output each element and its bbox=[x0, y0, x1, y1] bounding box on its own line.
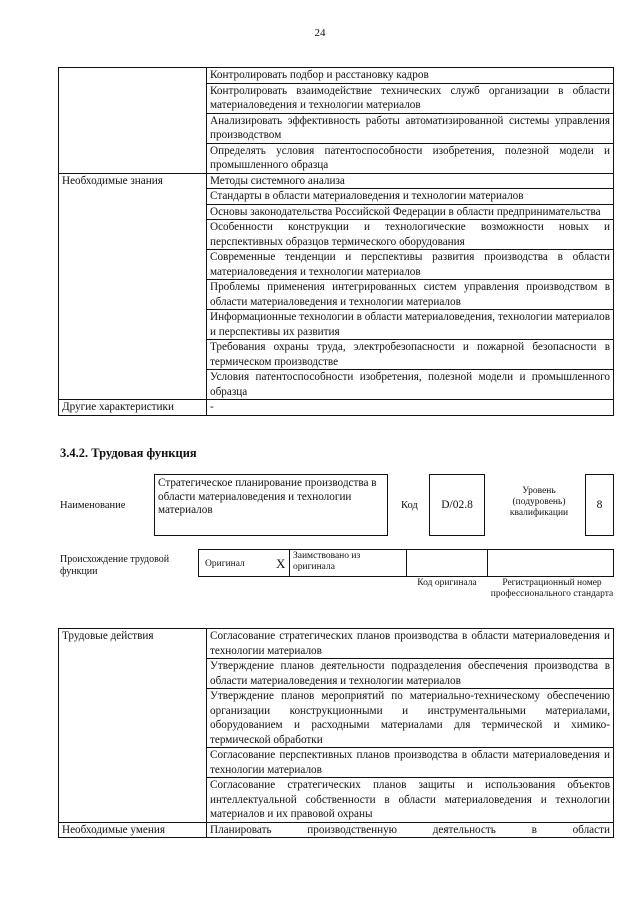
actions-table bbox=[58, 628, 614, 838]
table-cell-text: Стандарты в области материаловедения и технологии материалов bbox=[207, 189, 614, 205]
table-cell-text: Согласование перспективных планов производства в области материаловедения и технологии материалов bbox=[207, 748, 614, 778]
table-cell-text: Основы законодательства Российской Федерации в области предпринимательства bbox=[207, 204, 614, 220]
table-cell-text: Согласование стратегических планов производства в области материаловедения и технологии материалов bbox=[207, 629, 614, 659]
section-heading: 3.4.2. Трудовая функция bbox=[60, 446, 197, 460]
table-cell-text: Утверждение планов мероприятий по материально-техническому обеспечению организации конструкционными и инструментальными материалами, оборудованием и расходными материалами для термической и химико-термической обработки bbox=[207, 689, 614, 748]
table-cell-text: Планировать производственную деятельность в области bbox=[207, 822, 614, 838]
name-label: Наименование bbox=[60, 500, 126, 511]
table-cell-text: - bbox=[207, 400, 614, 416]
code-original-caption: Код оригинала bbox=[417, 578, 477, 588]
knowledge-table bbox=[58, 67, 614, 416]
table-row bbox=[59, 173, 614, 189]
function-name-box: Стратегическое планирование производства в области материаловедения и технологии материалов bbox=[154, 474, 388, 536]
reg-number-box bbox=[487, 549, 614, 577]
table-cell-text: Особенности конструкции и технологические возможности новых и перспективных образцов термического оборудования bbox=[207, 220, 614, 250]
code-label: Код bbox=[401, 500, 418, 511]
table-row bbox=[59, 400, 614, 416]
code-value-box: D/02.8 bbox=[429, 474, 485, 536]
table-cell-text: Утверждение планов деятельности подразделения обеспечения производства в области материаловедения и технологии материалов bbox=[207, 659, 614, 689]
code-original-box bbox=[406, 549, 488, 577]
table-cell-text: Современные тенденции и перспективы развития производства в области материаловедения и технологии материалов bbox=[207, 250, 614, 280]
table-row bbox=[59, 68, 614, 84]
page-number: 24 bbox=[314, 27, 326, 39]
original-label: Оригинал bbox=[205, 559, 245, 569]
table-row bbox=[59, 822, 614, 838]
table-cell-label: Необходимые знания bbox=[59, 173, 207, 400]
table-cell-text: Согласование стратегических планов защиты и использования объектов интеллектуальной собственности в области материаловедения и технологии материалов и их правовой охраны bbox=[207, 778, 614, 823]
table-row bbox=[59, 629, 614, 659]
level-label: Уровень (подуровень) квалификации bbox=[509, 486, 569, 518]
table-cell-text: Требования охраны труда, электробезопасности и пожарной безопасности в термическом производстве bbox=[207, 340, 614, 370]
table-cell-text: Методы системного анализа bbox=[207, 173, 614, 189]
original-mark: X bbox=[276, 556, 286, 571]
table-cell-text: Проблемы применения интегрированных систем управления производством в области материаловедения и технологии материалов bbox=[207, 280, 614, 310]
table-cell-label bbox=[59, 68, 207, 174]
table-cell-text: Контролировать взаимодействие технических служб организации в области материаловедения и технологии материалов bbox=[207, 83, 614, 113]
table-cell-text: Условия патентоспособности изобретения, полезной модели и промышленного образца bbox=[207, 370, 614, 400]
table-cell-text: Информационные технологии в области материаловедения, технологии материалов и перспективы их развития bbox=[207, 310, 614, 340]
table-cell-text: Анализировать эффективность работы автоматизированной системы управления производством bbox=[207, 113, 614, 143]
origin-label: Происхождение трудовой функции bbox=[60, 554, 170, 577]
table-cell-text: Контролировать подбор и расстановку кадров bbox=[207, 68, 614, 84]
level-value-box: 8 bbox=[585, 474, 614, 536]
table-cell-label: Трудовые действия bbox=[59, 629, 207, 823]
table-cell-label: Необходимые умения bbox=[59, 822, 207, 838]
table-cell-text: Определять условия патентоспособности изобретения, полезной модели и промышленного образца bbox=[207, 143, 614, 173]
borrowed-box: Заимствовано из оригинала bbox=[289, 549, 407, 577]
reg-number-caption: Регистрационный номер профессионального стандарта bbox=[490, 578, 614, 599]
original-box bbox=[198, 549, 290, 577]
table-cell-label: Другие характеристики bbox=[59, 400, 207, 416]
